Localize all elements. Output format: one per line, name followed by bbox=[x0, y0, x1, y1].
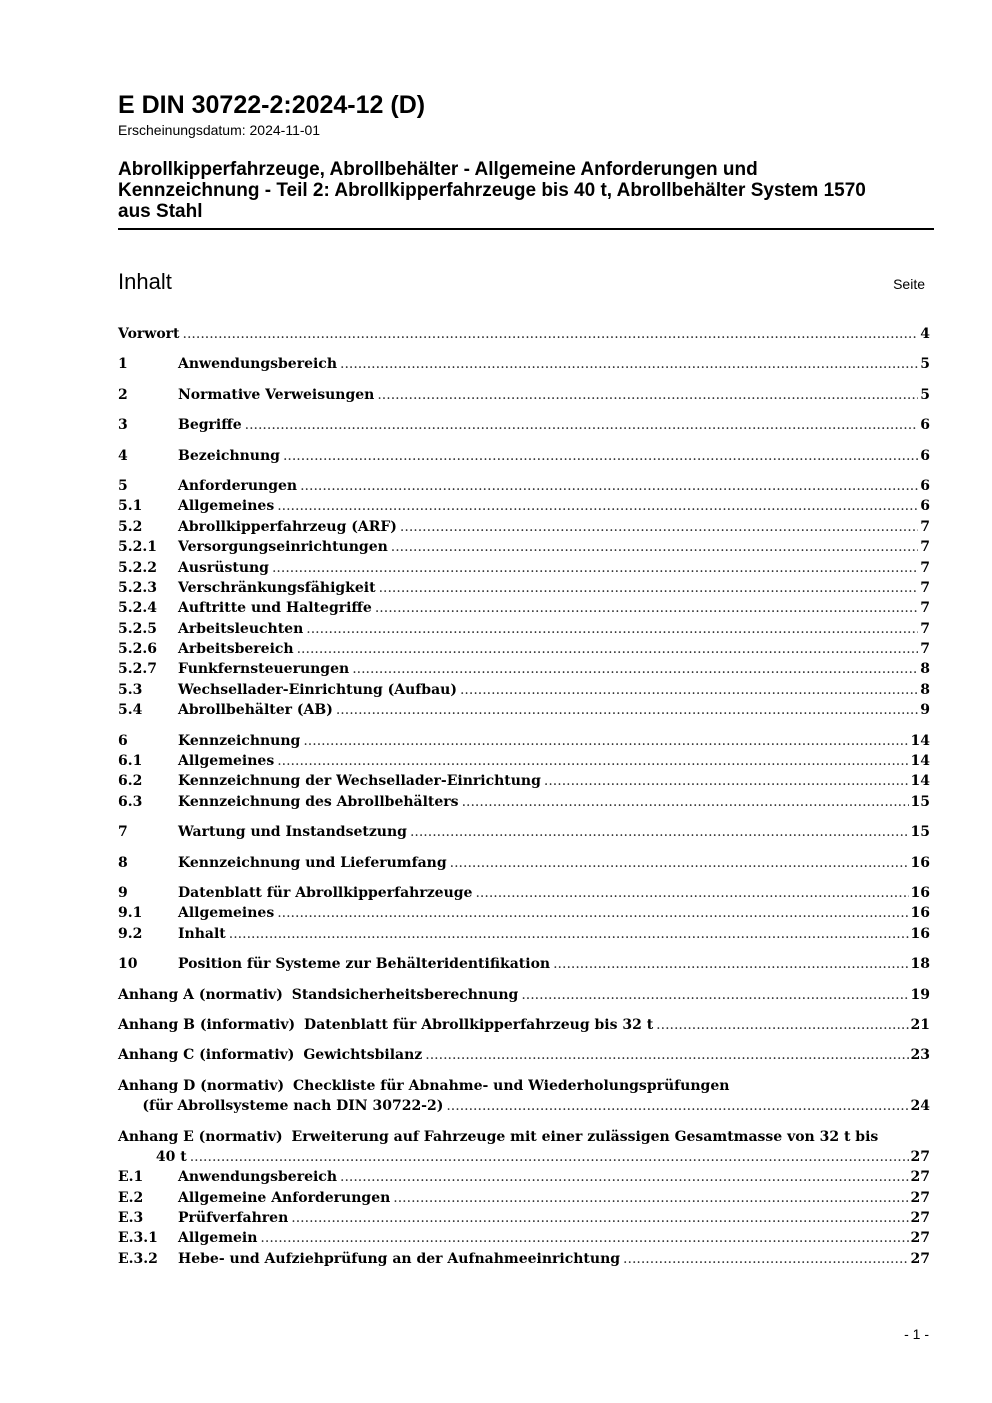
toc-entry-title: Arbeitsbereich bbox=[178, 641, 294, 658]
leader-dots bbox=[272, 558, 918, 578]
leader-dots bbox=[450, 853, 909, 873]
leader-dots bbox=[283, 446, 918, 466]
toc-entry[interactable] bbox=[118, 822, 930, 842]
toc-entry-page: 27 bbox=[910, 1169, 930, 1186]
toc-entry-page: 7 bbox=[920, 559, 930, 576]
toc-entry-title: Prüfverfahren bbox=[178, 1210, 289, 1227]
leader-dots bbox=[297, 639, 919, 659]
toc-entry-page: 16 bbox=[910, 905, 930, 922]
title-line-3: aus Stahl bbox=[118, 201, 203, 222]
leader-dots bbox=[656, 1015, 908, 1035]
leader-dots bbox=[352, 659, 918, 679]
toc-entry-title: Erweiterung auf Fahrzeuge mit einer zulässigen Gesamtmasse von 32 t bis bbox=[291, 1128, 879, 1145]
toc-entry-page: 16 bbox=[910, 854, 930, 871]
toc-entry[interactable] bbox=[118, 619, 930, 639]
toc-entry-number: 1 bbox=[118, 356, 128, 373]
leader-dots bbox=[340, 1167, 909, 1187]
toc-entry[interactable] bbox=[118, 578, 930, 598]
toc-entry[interactable] bbox=[118, 496, 930, 516]
toc-entry-number: 9.1 bbox=[118, 905, 143, 922]
toc-entry[interactable] bbox=[118, 1208, 930, 1228]
toc-entry-number: Anhang B (informativ) bbox=[118, 1016, 296, 1033]
toc-entry-page: 14 bbox=[910, 753, 930, 770]
toc-entry-number: 3 bbox=[118, 417, 128, 434]
toc-entry-title: Allgemeine Anforderungen bbox=[178, 1189, 391, 1206]
toc-entry-number: 9.2 bbox=[118, 925, 143, 942]
toc-entry[interactable] bbox=[118, 771, 930, 791]
toc-entry-title: (für Abrollsysteme nach DIN 30722-2) bbox=[142, 1098, 444, 1115]
toc-entry-page: 27 bbox=[910, 1210, 930, 1227]
toc-entry-number: 6.1 bbox=[118, 753, 143, 770]
toc-entry-title: Allgemein bbox=[178, 1230, 258, 1247]
leader-dots bbox=[303, 731, 908, 751]
toc-entry-number: 5.4 bbox=[118, 702, 143, 719]
toc-entry-title: Standsicherheitsberechnung bbox=[291, 986, 519, 1003]
toc-entry-annex-a[interactable] bbox=[118, 985, 930, 1005]
toc-entry-page: 7 bbox=[920, 641, 930, 658]
toc-entry-page: 5 bbox=[920, 356, 930, 373]
toc-entry-page: 4 bbox=[920, 326, 930, 342]
toc-entry[interactable] bbox=[118, 415, 930, 435]
toc-entry-title: Wechsellader-Einrichtung (Aufbau) bbox=[178, 681, 457, 698]
toc-entry-title: Abrollbehälter (AB) bbox=[178, 702, 333, 719]
leader-dots bbox=[377, 385, 918, 405]
toc-entry[interactable] bbox=[118, 853, 930, 873]
toc-entry-number: E.3.2 bbox=[118, 1250, 158, 1267]
toc-entry-page: 9 bbox=[920, 702, 930, 719]
toc-entry-number: 5.1 bbox=[118, 498, 143, 515]
toc-entry-title: Verschränkungsfähigkeit bbox=[178, 579, 376, 596]
leader-dots bbox=[553, 954, 908, 974]
toc-entry-annex-e[interactable] bbox=[118, 1127, 930, 1147]
toc-entry-page: 6 bbox=[920, 498, 930, 515]
toc-entry-number: 5.2.2 bbox=[118, 559, 157, 576]
leader-dots bbox=[277, 496, 918, 516]
toc-entry[interactable] bbox=[118, 659, 930, 679]
toc-entry-page: 7 bbox=[920, 518, 930, 535]
toc-entry-number: 2 bbox=[118, 386, 128, 403]
toc-entry-page: 7 bbox=[920, 620, 930, 637]
toc-entry-number: 4 bbox=[118, 447, 128, 464]
toc-entry[interactable] bbox=[118, 354, 930, 374]
toc-entry[interactable] bbox=[118, 639, 930, 659]
toc-entry-title: Kennzeichnung und Lieferumfang bbox=[178, 854, 447, 871]
toc-entry-page: 23 bbox=[910, 1047, 930, 1064]
toc-entry[interactable] bbox=[118, 1249, 930, 1269]
leader-dots bbox=[375, 598, 918, 618]
toc-entry[interactable] bbox=[118, 1167, 930, 1187]
toc-entry-title: Kennzeichnung bbox=[178, 732, 301, 749]
leader-dots bbox=[410, 822, 909, 842]
toc-entry-page: 5 bbox=[920, 386, 930, 403]
title-line-2: Kennzeichnung - Teil 2: Abrollkipperfahrzeuge bis 40 t, Abrollbehälter System 1570 bbox=[118, 180, 866, 201]
document-title bbox=[118, 159, 934, 222]
toc-entry-page: 27 bbox=[910, 1148, 930, 1165]
toc-entry-page: 6 bbox=[920, 447, 930, 464]
table-of-contents bbox=[118, 324, 930, 1269]
toc-entry[interactable] bbox=[118, 1228, 930, 1248]
toc-entry-page: 14 bbox=[910, 773, 930, 790]
toc-entry-page: 27 bbox=[910, 1230, 930, 1247]
toc-entry-page: 19 bbox=[910, 986, 930, 1003]
title-divider bbox=[118, 228, 934, 230]
toc-entry-page: 6 bbox=[920, 417, 930, 434]
toc-entry-title: Allgemeines bbox=[178, 905, 275, 922]
toc-entry-number: 5.2.7 bbox=[118, 661, 157, 678]
toc-entry-page: 24 bbox=[910, 1098, 930, 1115]
toc-entry-page: 6 bbox=[920, 477, 930, 494]
toc-entry-title: Auftritte und Haltegriffe bbox=[178, 600, 372, 617]
toc-entry-title: Allgemeines bbox=[178, 753, 275, 770]
toc-entry-number: 10 bbox=[118, 956, 138, 973]
toc-entry-number: 5.2.3 bbox=[118, 579, 157, 596]
toc-entry-number: 5.2.1 bbox=[118, 539, 157, 556]
toc-entry-title: Datenblatt für Abrollkipperfahrzeuge bbox=[178, 884, 473, 901]
toc-entry-title: Anwendungsbereich bbox=[178, 356, 337, 373]
toc-entry-title: Gewichtsbilanz bbox=[303, 1047, 423, 1064]
toc-entry-title: Vorwort bbox=[118, 326, 180, 342]
toc-entry-title: 40 t bbox=[155, 1148, 187, 1165]
toc-heading: Inhalt bbox=[118, 269, 172, 294]
toc-entry-number: E.3 bbox=[118, 1210, 144, 1227]
toc-entry-title: Anforderungen bbox=[178, 477, 298, 494]
leader-dots bbox=[446, 1096, 908, 1116]
toc-entry-annex-d[interactable] bbox=[118, 1076, 930, 1096]
toc-entry-page: 15 bbox=[910, 793, 930, 810]
leader-dots bbox=[340, 354, 918, 374]
page-number: - 1 - bbox=[904, 1326, 929, 1342]
toc-entry-title: Versorgungseinrichtungen bbox=[178, 539, 388, 556]
toc-entry[interactable] bbox=[118, 954, 930, 974]
toc-entry-page: 18 bbox=[910, 956, 930, 973]
toc-entry-number: Anhang D (normativ) bbox=[118, 1077, 285, 1094]
toc-entry-page: 8 bbox=[920, 661, 930, 678]
toc-entry-annex-e-continued[interactable] bbox=[118, 1147, 930, 1167]
toc-entry-title: Anwendungsbereich bbox=[178, 1169, 337, 1186]
toc-entry[interactable] bbox=[118, 385, 930, 405]
leader-dots bbox=[425, 1045, 908, 1065]
toc-entry-number: 5.2.6 bbox=[118, 641, 157, 658]
toc-entry-number: 5.2.5 bbox=[118, 620, 157, 637]
toc-entry[interactable] bbox=[118, 537, 930, 557]
toc-entry[interactable] bbox=[118, 792, 930, 812]
leader-dots bbox=[521, 985, 908, 1005]
toc-entry-page: 27 bbox=[910, 1250, 930, 1267]
toc-entry-number: 7 bbox=[118, 824, 128, 841]
toc-entry-number: E.2 bbox=[118, 1189, 144, 1206]
toc-entry-title: Abrollkipperfahrzeug (ARF) bbox=[178, 518, 397, 535]
publication-date: Erscheinungsdatum: 2024-11-01 bbox=[118, 122, 321, 138]
leader-dots bbox=[277, 751, 908, 771]
toc-entry-title: Checkliste für Abnahme- und Wiederholungsprüfungen bbox=[293, 1077, 730, 1094]
toc-entry[interactable] bbox=[118, 731, 930, 751]
toc-entry[interactable] bbox=[118, 517, 930, 537]
toc-entry-title: Wartung und Instandsetzung bbox=[178, 824, 407, 841]
toc-entry[interactable] bbox=[118, 446, 930, 466]
leader-dots bbox=[229, 924, 909, 944]
toc-page-label: Seite bbox=[893, 276, 925, 292]
toc-entry-page: 27 bbox=[910, 1189, 930, 1206]
toc-entry-number: 5.2.4 bbox=[118, 600, 157, 617]
toc-entry-page: 15 bbox=[910, 824, 930, 841]
toc-entry-number: E.3.1 bbox=[118, 1230, 158, 1247]
document-id: E DIN 30722-2:2024-12 (D) bbox=[118, 91, 426, 119]
toc-entry-title: Normative Verweisungen bbox=[178, 386, 375, 403]
leader-dots bbox=[391, 537, 918, 557]
toc-entry-page: 14 bbox=[910, 732, 930, 749]
toc-entry-annex-c[interactable] bbox=[118, 1045, 930, 1065]
leader-dots bbox=[400, 517, 918, 537]
leader-dots bbox=[336, 700, 918, 720]
leader-dots bbox=[190, 1147, 909, 1167]
toc-entry[interactable] bbox=[118, 1188, 930, 1208]
toc-entry-title: Allgemeines bbox=[178, 498, 275, 515]
toc-entry-page: 8 bbox=[920, 681, 930, 698]
toc-entry[interactable] bbox=[118, 903, 930, 923]
toc-entry[interactable] bbox=[118, 680, 930, 700]
leader-dots bbox=[245, 415, 919, 435]
toc-entry-page: 21 bbox=[910, 1016, 930, 1033]
toc-entry-number: Anhang E (normativ) bbox=[118, 1128, 283, 1145]
toc-entry[interactable] bbox=[118, 751, 930, 771]
toc-entry-title: Bezeichnung bbox=[178, 447, 280, 464]
leader-dots bbox=[460, 680, 918, 700]
leader-dots bbox=[379, 578, 919, 598]
leader-dots bbox=[291, 1208, 908, 1228]
toc-entry-title: Ausrüstung bbox=[178, 559, 269, 576]
toc-entry-number: 5.2 bbox=[118, 518, 143, 535]
toc-entry-number: 5.3 bbox=[118, 681, 143, 698]
leader-dots bbox=[300, 476, 918, 496]
toc-entry-title: Funkfernsteuerungen bbox=[178, 661, 350, 678]
toc-entry[interactable] bbox=[118, 558, 930, 578]
toc-entry-title: Kennzeichnung des Abrollbehälters bbox=[178, 793, 459, 810]
toc-entry-page: 7 bbox=[920, 579, 930, 596]
toc-entry-vorwort[interactable] bbox=[118, 324, 930, 344]
toc-entry-page: 16 bbox=[910, 925, 930, 942]
toc-entry[interactable] bbox=[118, 924, 930, 944]
toc-entry-number: 5 bbox=[118, 477, 128, 494]
toc-entry-title: Position für Systeme zur Behälteridentifikation bbox=[178, 956, 551, 973]
leader-dots bbox=[183, 324, 919, 344]
leader-dots bbox=[306, 619, 918, 639]
toc-entry-number: Anhang C (informativ) bbox=[118, 1047, 295, 1064]
leader-dots bbox=[393, 1188, 908, 1208]
toc-entry-number: Anhang A (normativ) bbox=[118, 986, 283, 1003]
toc-entry-title: Begriffe bbox=[178, 417, 242, 434]
toc-entry-title: Arbeitsleuchten bbox=[178, 620, 304, 637]
toc-entry[interactable] bbox=[118, 700, 930, 720]
toc-entry-annex-b[interactable] bbox=[118, 1015, 930, 1035]
toc-entry-number: 6.3 bbox=[118, 793, 143, 810]
toc-entry-title: Inhalt bbox=[178, 925, 226, 942]
toc-entry-title: Kennzeichnung der Wechsellader-Einrichtung bbox=[178, 773, 541, 790]
toc-entry-number: 9 bbox=[118, 884, 128, 901]
leader-dots bbox=[544, 771, 909, 791]
toc-entry[interactable] bbox=[118, 883, 930, 903]
leader-dots bbox=[623, 1249, 908, 1269]
toc-entry-number: E.1 bbox=[118, 1169, 144, 1186]
toc-entry-title: Datenblatt für Abrollkipperfahrzeug bis 32 t bbox=[304, 1016, 654, 1033]
toc-entry-annex-d-continued[interactable] bbox=[118, 1096, 930, 1116]
leader-dots bbox=[277, 903, 908, 923]
toc-entry-number: 6.2 bbox=[118, 773, 143, 790]
toc-entry-page: 16 bbox=[910, 884, 930, 901]
toc-entry-number: 6 bbox=[118, 732, 128, 749]
leader-dots bbox=[475, 883, 908, 903]
toc-entry-number: 8 bbox=[118, 854, 128, 871]
title-line-1: Abrollkipperfahrzeuge, Abrollbehälter - Allgemeine Anforderungen und bbox=[118, 159, 758, 180]
toc-entry-title: Hebe- und Aufziehprüfung an der Aufnahmeeinrichtung bbox=[178, 1250, 621, 1267]
toc-entry-page: 7 bbox=[920, 539, 930, 556]
leader-dots bbox=[260, 1228, 908, 1248]
toc-entry-page: 7 bbox=[920, 600, 930, 617]
toc-entry[interactable] bbox=[118, 476, 930, 496]
toc-entry[interactable] bbox=[118, 598, 930, 618]
leader-dots bbox=[462, 792, 909, 812]
